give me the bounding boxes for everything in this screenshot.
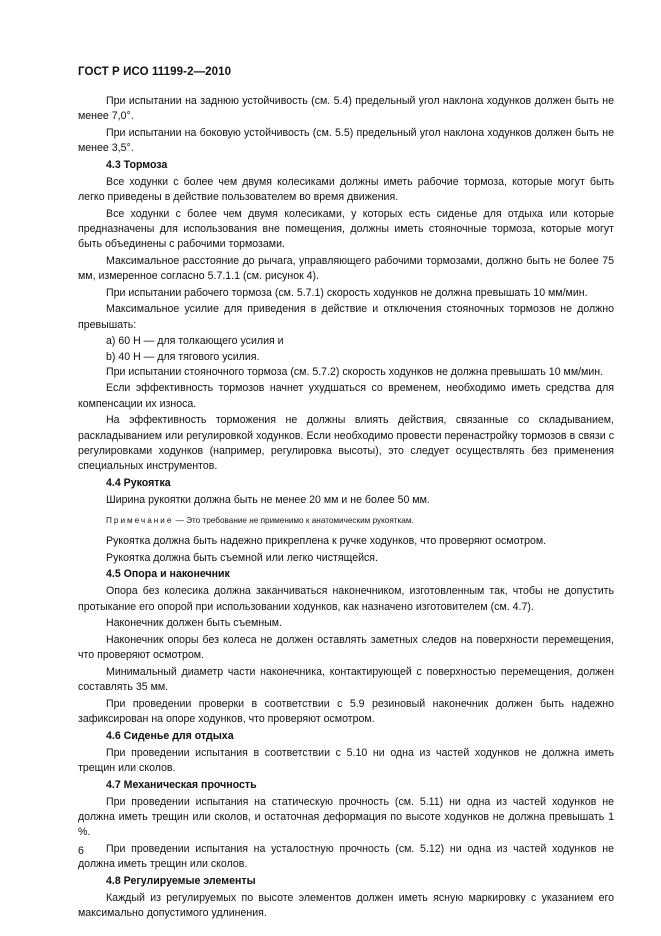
note-label: Примечание bbox=[106, 515, 174, 525]
paragraph: На эффективность торможения не должны влиять действия, связанные со складыванием, раскладыванием или регулировкой ходунков. Если необходимо провести перенастройку тормозов в связи с регулировками ходунков (например, регулировка высоты), это следует осуществлять без применения специальных инструментов. bbox=[78, 414, 614, 472]
paragraph: Опора без колесика должна заканчиваться наконечником, изготовленным так, чтобы не допустить протыкание его опорой при использовании ходунков, как назначено изготовителем (см. 4.7). bbox=[78, 585, 614, 613]
paragraph: При проведении испытания на усталостную прочность (см. 5.12) ни одна из частей ходунков не должна иметь трещин или сколов. bbox=[78, 842, 614, 871]
section-heading: 4.8 Регулируемые элементы bbox=[106, 874, 256, 887]
paragraph: Рукоятка должна быть надежно прикреплена к ручке ходунков, что проверяют осмотром. bbox=[106, 535, 547, 548]
section-heading: 4.7 Механическая прочность bbox=[106, 778, 257, 791]
section-heading: 4.4 Рукоятка bbox=[106, 476, 171, 489]
paragraph: Минимальный диаметр части наконечника, контактирующей с поверхностью перемещения, должен составлять 35 мм. bbox=[78, 666, 614, 694]
paragraph: При проведении испытания на статическую прочность (см. 5.11) ни одна из частей ходунков не должна иметь трещин или сколов, и остаточная деформация по высоте ходунков не должна превышать 1 %. bbox=[78, 795, 614, 839]
paragraph: При испытании на заднюю устойчивость (см. 5.4) предельный угол наклона ходунков должен быть не менее 7,0°. bbox=[78, 95, 614, 123]
paragraph: Наконечник опоры без колеса не должен оставлять заметных следов на поверхности перемещения, что проверяют осмотром. bbox=[78, 634, 614, 662]
paragraph: Максимальное расстояние до рычага, управляющего рабочими тормозами, должно быть не более 75 мм, измеренное согласно 5.7.1.1 (см. рисунок 4). bbox=[78, 254, 614, 283]
note-text: — Это требование не применимо к анатомическим рукояткам. bbox=[173, 515, 414, 525]
paragraph: При испытании на боковую устойчивость (см. 5.5) предельный угол наклона ходунков должен быть не менее 3,5°. bbox=[78, 126, 614, 155]
note bbox=[78, 513, 614, 528]
paragraph: При испытании стояночного тормоза (см. 5.7.2) скорость ходунков не должна превышать 10 мм/мин. bbox=[106, 365, 604, 378]
document-body bbox=[78, 94, 614, 923]
paragraph: При проведении испытания в соответствии с 5.10 ни одна из частей ходунков не должна иметь трещин или сколов. bbox=[78, 746, 614, 775]
paragraph: Каждый из регулируемых по высоте элементов должен иметь ясную маркировку с указанием его максимально допустимого удлинения. bbox=[78, 891, 614, 919]
paragraph: Все ходунки с более чем двумя колесиками, у которых есть сиденье для отдыха или которые предназначены для использования вне помещения, должны иметь стояночные тормоза, которые могут быть объединены с рабочими тормозами. bbox=[78, 207, 614, 251]
page-number: 6 bbox=[78, 845, 84, 857]
section-heading: 4.5 Опора и наконечник bbox=[106, 568, 230, 581]
list-item: b) 40 Н — для тягового усилия. bbox=[106, 350, 260, 363]
paragraph: Ширина рукоятки должна быть не менее 20 мм и не более 50 мм. bbox=[106, 493, 430, 506]
section-heading: 4.6 Сиденье для отдыха bbox=[106, 729, 234, 742]
paragraph: Максимальное усилие для приведения в действие и отключения стояночных тормозов не должно превышать: bbox=[78, 303, 614, 331]
paragraph: Наконечник должен быть съемным. bbox=[106, 617, 283, 630]
paragraph: При испытании рабочего тормоза (см. 5.7.1) скорость ходунков не должна превышать 10 мм/мин. bbox=[106, 286, 588, 299]
paragraph: При проведении проверки в соответствии с 5.9 резиновый наконечник должен быть надежно зафиксирован на опоре ходунков, что проверяют осмотром. bbox=[78, 697, 614, 726]
section-heading: 4.3 Тормоза bbox=[106, 158, 168, 171]
paragraph: Рукоятка должна быть съемной или легко чистящейся. bbox=[106, 551, 378, 564]
paragraph: Если эффективность тормозов начнет ухудшаться со временем, необходимо иметь средства для компенсации их износа. bbox=[78, 382, 614, 410]
list-item: a) 60 Н — для толкающего усилия и bbox=[106, 335, 284, 348]
paragraph: Все ходунки с более чем двумя колесиками должны иметь рабочие тормоза, которые могут быть легко приведены в действие пользователем во время движения. bbox=[78, 175, 614, 204]
document-header: ГОСТ Р ИСО 11199-2—2010 bbox=[78, 66, 232, 78]
